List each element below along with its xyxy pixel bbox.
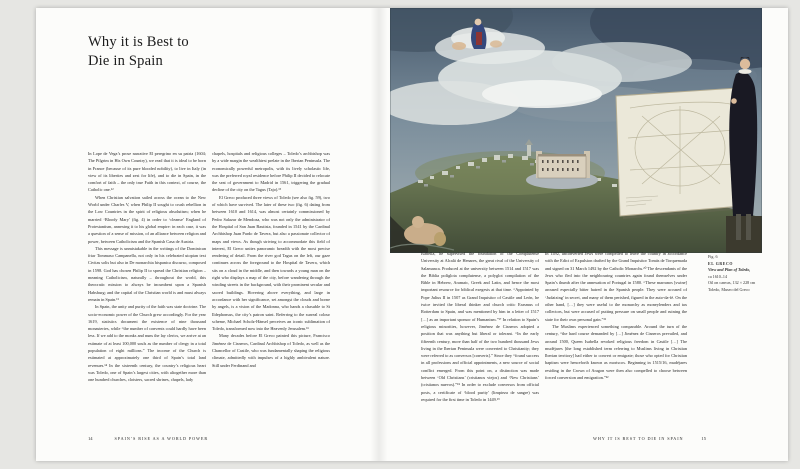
chapter-title-line1: Why it is Best to — [88, 34, 189, 50]
paragraph: In Lope de Vega’s prose narrative El peregrino en su patria (1604; The Pilgrim in His Own Country), we read that it is ideal to be born in France (because of its pure blooded nobility), to live in Italy (in view of its liberties and zest for life), and to die in Spain, in the comfort of faith – the only true Faith in this context, of course, the Catholic one.¹² — [88, 151, 206, 193]
right-page-column-1 — [421, 250, 539, 434]
book-spread — [36, 8, 788, 461]
running-head: SPAIN’S RISE AS A WORLD POWER — [114, 436, 209, 441]
figure-caption — [708, 254, 766, 294]
caption-fig-label: Fig. 6 — [708, 254, 718, 259]
page-number: 15 — [701, 436, 706, 441]
left-page-column-2 — [212, 150, 330, 432]
caption-artist: EL GRECO — [708, 261, 734, 266]
paragraph: Many decades before El Greco painted this picture, Francisco Jiménez de Cisneros, Cardinal Archbishop of Toledo, as well as the Chancellor of Castile, who was fundamentally shaping the religious climate, admittedly with impulses of a highly ambivalent nature. Still under Ferdinand and — [212, 333, 330, 368]
page-number: 14 — [88, 436, 93, 441]
caption-location: Toledo, Museo del Greco — [708, 286, 750, 292]
caption-work-title: View and Plan of Toledo, — [708, 267, 751, 273]
paragraph: El Greco produced three views of Toledo (see also fig. 59), two of which have survived. The later of these two (fig. 6) dating from between 1610 and 1614, was almost certainly commissioned by Pedro Salazar de Mendoza, who was not only the administrator of the Hospital of San Juan Bautista, founded in 1541 by the Cardinal Archbishop Juan Pardo de Tavera, but also a passionate collector of maps and views. As though striving to accommodate this field of interest, El Greco unites panoramic breadth with the most precise rendering of detail. From the river god Tagus on the left, our gaze continues across the foreground to the Hospital de Tavera, which sits on a cloud in the middle, and then towards a young man on the right who displays a map of the city, before wandering through the winding streets in the background, with their prominent secular and sacred buildings. Hovering above everything, and large in accordance with her significance, set amongst the clouds and borne by angels, is a vision of the Madonna, who hands a chasuble to St Ildephonsus, the city’s patron saint. Referring to the surreal colour scheme, Michael Scholz-Hänsel perceives an iconic sublimation of Toledo, transformed now into the Heavenly Jerusalem.¹⁶ — [212, 194, 330, 332]
paragraph: chapels, hospitals and religious colleges – Toledo’s archbishop was by a wide margin the wealthiest prelate in the Iberian Peninsula. The economically powerful metropolis, with its lively scholastic life, was the preferred royal residence before Philip II decided to relocate the seat of government to Madrid in 1561, triggering the gradual decline of the city on the Tagus (Tajo).¹⁵ — [212, 151, 330, 193]
caption-medium: Oil on canvas, 132 × 228 cm — [708, 280, 756, 286]
right-page-column-2 — [545, 250, 687, 434]
painting-view-and-plan-of-toledo — [390, 8, 762, 253]
left-page-footer — [88, 436, 368, 446]
page-gutter — [370, 8, 388, 461]
paragraph: Isabella, he supervised the foundation of the Complutense University at Alcalá de Henares, the great rival of the University of Salamanca. Produced at the university between 1514 and 1517 was the Biblia políglota complutense, a polyglot compilation of the Bible in Hebrew, Aramaic, Greek and Latin, and hence the most important resource for biblical exegesis at that time. “Appointed by Pope Julius II in 1507 as Grand Inquisitor of Castile and León, he twice invited the liberal thinker and church critic Erasmus of Rotterdam to Spain, and was mentioned by him in a letter of 1517 […] as an important sponsor of Humanism.”¹⁷ In relation to Spain’s religious minorities, however, Jiménez de Cisneros adopted a position that was anything but liberal or tolerant. “In the early fifteenth century, more than half of the two hundred thousand Jews living in the Iberian Peninsula were converted to Christianity; they were referred to as conversos [converts].” Since they “found success in all professions and official appointments, a new source of social conflict emerged. From this point on, a distinction was made between ‘Old Christians’ (cristianos viejos) and ‘New Christians’ (cristianos nuevos).”¹⁸ In order to exclude conversos from official posts, a certificate of ‘blood purity’ (limpieza de sangre) was required for the first time in Toledo in 1449.¹⁹ — [421, 251, 539, 402]
chapter-title — [88, 33, 308, 70]
right-page-footer — [416, 436, 706, 446]
caption-date: ca 1610–14 — [708, 273, 727, 279]
running-head: WHY IT IS BEST TO DIE IN SPAIN — [592, 436, 684, 441]
painting-hospital-tavera — [526, 151, 598, 189]
left-page-column-1 — [88, 150, 206, 432]
paragraph: The Muslims experienced something comparable. Around the turn of the century, “the hard course demanded by […] Jiménez de Cisneros prevailed, and around 1500, Queen Isabella revoked religious freedom in Castile […] The mudéjares [the long established term referring to Muslims living in Christian Iberian territory] had either to convert or emigrate; those who opted for Christian baptism were henceforth known as moriscos. Beginning in 1515/16, mudéjares residing in the Crown of Aragon were then also compelled to choose between forced conversion and emigration.”²² — [545, 323, 687, 381]
chapter-title-line2: Die in Spain — [88, 52, 163, 69]
painting-map-plan — [616, 88, 745, 219]
paragraph: When Christian salvation sailed across the ocean to the New World under Charles V, when Philip II sought to crush rebellion in the Low Countries in the spirit of religious absolutism; when he married ‘Bloody Mary’ (fig. 4) in order to ‘cleanse’ England of Protestantism, annexing it to his global empire: in each case, it was a question of a sense of mission, of an alliance between religion and power, between Catholicism and the Spanish Casa de Austria. — [88, 194, 206, 244]
paragraph: This message is unmistakable in the writings of the Dominican friar Tommaso Campanella, not only in his celebrated utopian text Civitas solis but also in De monarchia hispanica discurso, composed in 1598. God has chosen Philip II to spread the Christian religion – meaning Catholicism, naturally – throughout the world, this theocratic mission to always be incumbent upon a Spanish Habsburg; and the capital of the Christian world is and must always remain in Spain.¹³ — [88, 245, 206, 302]
paragraph: In Spain, the unity and purity of the faith was state doctrine. The socio-economic power of the Church grew accordingly. For the year 1619, statistics document the existence of nine thousand monasteries, while “the number of convents could hardly have been less. If we add to the monks and nuns the lay clerics, we arrive at an estimate of at least 100,000 souls as the number of clergy in a total population of eight millions.” The income of the Church is estimated at approximately one third of Spain’s total land revenues.¹⁴ In the sixteenth century, the country’s religious heart was Toledo, one of Spain’s largest cities, with altogether more than one hundred churches, cloisters, sacred shrines, chapels, lady — [88, 304, 206, 383]
paragraph: In 1492, unconverted Jews were compelled to leave the country in accordance with the Edict of Expulsion drafted by the Grand Inquisitor Tomás de Torquemada and signed on 31 March 1492 by the Catholic Monarchs.²⁰ The descendants of the Jews who fled into the neighbouring countries again found themselves under Spain’s thumb after the annexation of Portugal in 1580. “These marranos [swine] aroused especially bitter hatred in the Spanish people. They were accused of ‘Judaizing’ in secret, and many of them perished, figured in the auto-da-fé. On the other hand, […] they were useful to the monarchy as moneylenders and tax collectors, but were accused of putting pressure on small people and ruining the state for their own personal gain.”²¹ — [545, 251, 687, 322]
